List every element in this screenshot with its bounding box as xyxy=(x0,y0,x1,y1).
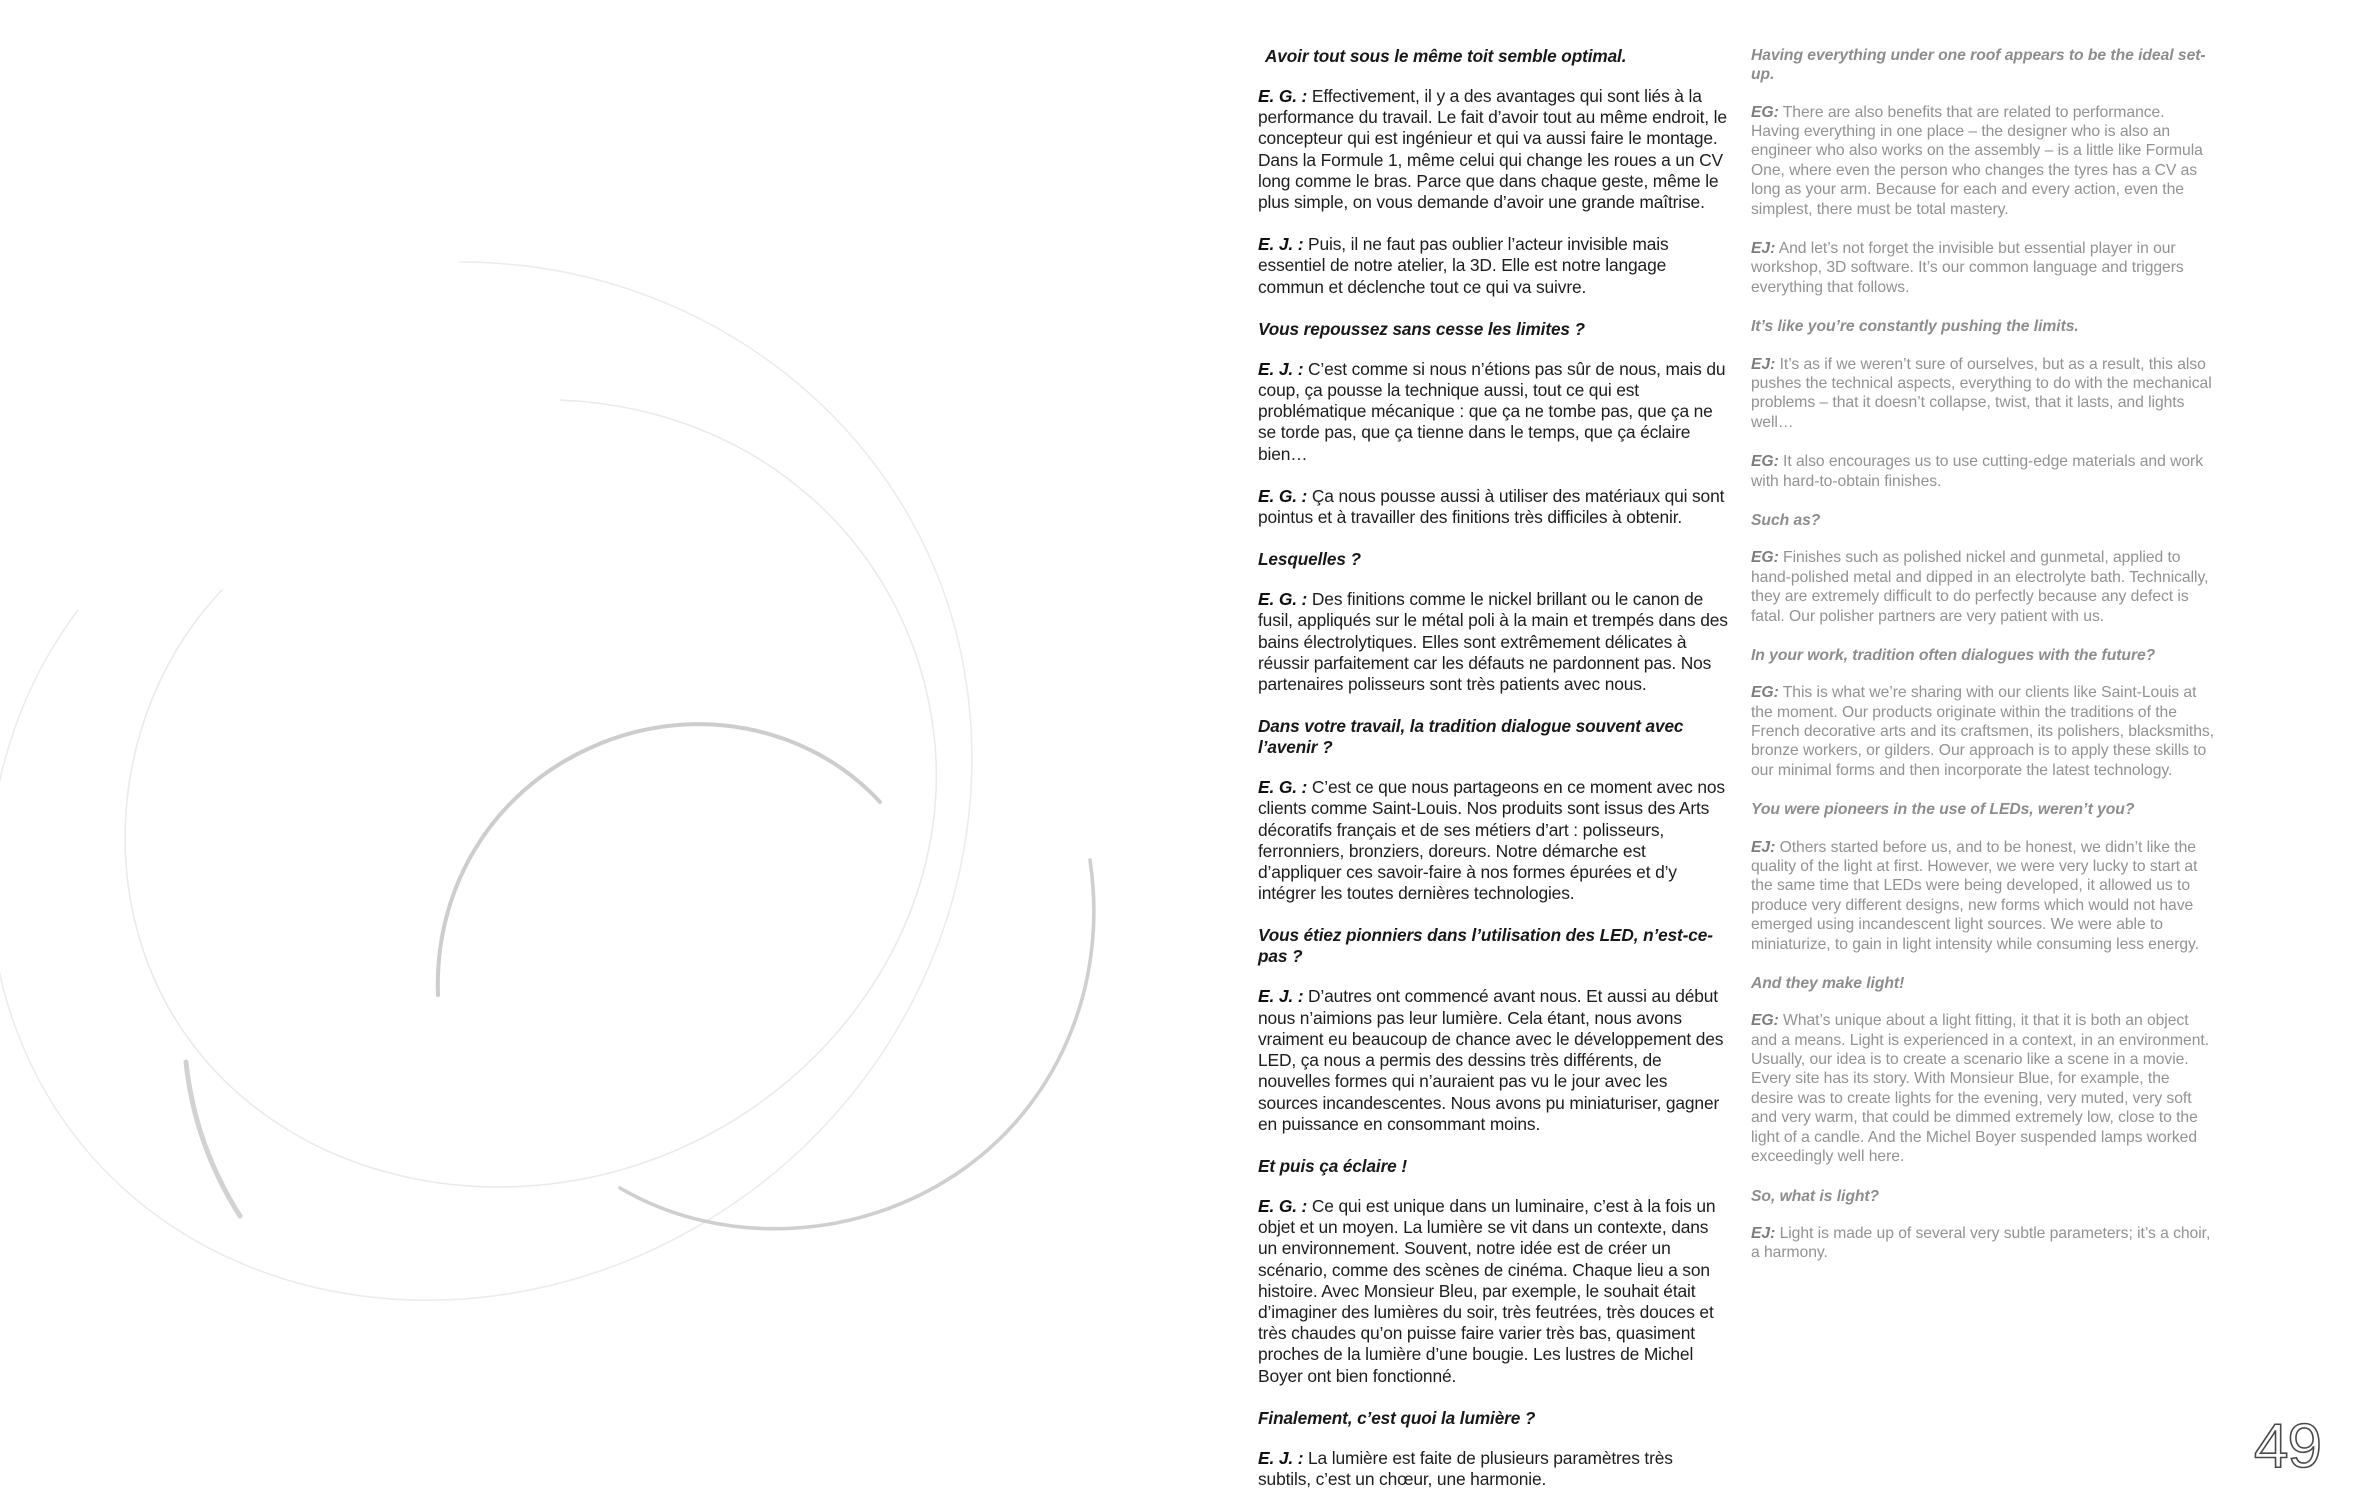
interview-answer xyxy=(1751,548,2216,626)
speaker-tag: E. J. : xyxy=(1258,986,1304,1007)
answer-text: Effectivement, il y a des avantages qui sont liés à la performance du travail. Le fait d’avoir tout au même endroit, le concepteur qui est ingénieur et qui va aussi faire le montage. Dans la Formule 1, même celui qui change les roues a un CV long comme le bras. Parce que dans chaque geste, même le plus simple, on vous demande d’avoir une grande maîtrise. xyxy=(1258,86,1727,213)
interview-answer xyxy=(1258,86,1728,213)
interview-question: It’s like you’re constantly pushing the limits. xyxy=(1751,318,2079,336)
answer-text: Finishes such as polished nickel and gunmetal, applied to hand-polished metal and dipped in an electrolyte bath. Technically, they are extremely difficult to do perfectly because any defect is fatal. Our polisher partners are very patient with us. xyxy=(1751,549,2209,625)
interview-question: Dans votre travail, la tradition dialogue souvent avec l’avenir ? xyxy=(1258,716,1684,758)
answer-text: What’s unique about a light fitting, it that it is both an object and a means. Light is experienced in a context, in an environment. Usually, our idea is to create a scenario like a scene in a movie. Every site has its story. With Monsieur Blue, for example, the desire was to create lights for the evening, very muted, very soft and very warm, that could be dimmed extremely low, close to the light of a candle. And the Michel Boyer suspended lamps worked exceedingly well here. xyxy=(1751,1012,2210,1166)
interview-answer xyxy=(1751,1011,2216,1166)
answer-text: Ça nous pousse aussi à utiliser des matériaux qui sont pointus et à travailler des finitions très difficiles à obtenir. xyxy=(1258,485,1725,528)
answer-text: Ce qui est unique dans un luminaire, c’est à la fois un objet et un moyen. La lumière se vit dans un contexte, dans un environnement. Souvent, notre idée est de créer un scénario, comme des scènes de cinéma. Chaque lieu a son histoire. Avec Monsieur Bleu, par exemple, le souhait était d’imaginer des lumières du soir, très feutrées, très douces et très chaudes qu’on puisse faire varier très bas, quasiment proches de la lumière d’une bougie. Les lustres de Michel Boyer ont bien fonctionné. xyxy=(1258,1195,1716,1386)
interview-answer xyxy=(1751,452,2216,491)
interview-answer xyxy=(1751,838,2216,954)
answer-text: Others started before us, and to be honest, we didn’t like the quality of the light at first. However, we were very lucky to start at the same time that LEDs were being developed, it allowed us to produce very different designs, new forms which would not have emerged using incandescent light sources. We were able to miniaturize, to gain in light intensity while consuming less energy. xyxy=(1751,838,2199,953)
spiral-arc-segment xyxy=(186,1062,240,1216)
interview-answer xyxy=(1751,103,2216,219)
interview-question: Avoir tout sous le même toit semble optimal. xyxy=(1265,46,1627,66)
answer-text: Puis, il ne faut pas oublier l’acteur invisible mais essentiel de notre atelier, la 3D. Elle est notre langage commun et déclenche tout ce qui va suivre. xyxy=(1258,234,1669,297)
speaker-tag: EJ: xyxy=(1751,838,1776,856)
interview-question: And they make light! xyxy=(1751,974,1905,992)
speaker-tag: E. G. : xyxy=(1258,1195,1308,1216)
answer-text: Des finitions comme le nickel brillant ou le canon de fusil, appliqués sur le métal poli à la main et trempés dans des bains électrolytiques. Elles sont extrêmement délicates à réussir parfaitement car les défauts ne pardonnent pas. Nos partenaires polisseurs sont très patients avec nous. xyxy=(1258,589,1728,695)
spiral-arc-inner xyxy=(438,724,880,995)
answer-text: It also encourages us to use cutting-edge materials and work with hard-to-obtain finishes. xyxy=(1751,453,2203,490)
page-number: 49 xyxy=(2254,1412,2321,1481)
interview-question: Vous étiez pionniers dans l’utilisation des LED, n’est-ce-pas ? xyxy=(1258,925,1713,967)
interview-question: Finalement, c’est quoi la lumière ? xyxy=(1258,1407,1536,1428)
interview-answer xyxy=(1751,1224,2216,1263)
answer-text: There are also benefits that are related to performance. Having everything in one place – the designer who is also an engineer who also works on the assembly – is a little like Formula One, where even the person who changes the tyres has a CV as long as your arm. Because for each and every action, even the simplest, there must be total mastery. xyxy=(1751,103,2203,218)
speaker-tag: E. J. : xyxy=(1258,358,1304,379)
interview-question: Vous repoussez sans cesse les limites ? xyxy=(1258,318,1585,339)
interview-question: Having everything under one roof appears to be the ideal set-up. xyxy=(1751,47,2206,84)
speaker-tag: EJ: xyxy=(1751,1224,1776,1242)
interview-question: In your work, tradition often dialogues with the future? xyxy=(1751,646,2156,664)
french-interview-column xyxy=(1258,46,1728,1511)
answer-text: This is what we’re sharing with our clients like Saint-Louis at the moment. Our products originate within the traditions of the French decorative arts and its craftsmen, its polishers, blacksmiths, bronze workers, or gilders. Our approach is to apply these skills to our minimal forms and then incorporate the latest technology. xyxy=(1751,684,2214,779)
interview-question: So, what is light? xyxy=(1751,1187,1880,1205)
speaker-tag: EG: xyxy=(1751,103,1779,121)
interview-answer xyxy=(1258,986,1728,1134)
speaker-tag: E. J. : xyxy=(1258,234,1304,255)
interview-answer xyxy=(1258,234,1728,298)
interview-question: Et puis ça éclaire ! xyxy=(1258,1155,1407,1176)
interview-answer xyxy=(1751,239,2216,297)
speaker-tag: E. G. : xyxy=(1258,777,1308,798)
speaker-tag: EJ: xyxy=(1751,355,1776,373)
spiral-arc-outer-2 xyxy=(125,400,936,1187)
interview-answer xyxy=(1258,777,1728,904)
interview-answer xyxy=(1258,486,1728,528)
speaker-tag: EG: xyxy=(1751,453,1779,471)
spiral-arc-outer-1 xyxy=(0,262,972,1300)
answer-text: Light is made up of several very subtle parameters; it’s a choir, a harmony. xyxy=(1751,1224,2211,1262)
answer-text: It’s as if we weren’t sure of ourselves, but as a result, this also pushes the technical aspects, everything to do with the mechanical problems – that it doesn’t collapse, twist, that it lasts, and lights well… xyxy=(1751,355,2212,431)
speaker-tag: E. J. : xyxy=(1258,1447,1304,1468)
english-interview-column xyxy=(1751,46,2216,1283)
speaker-tag: EG: xyxy=(1751,1012,1779,1030)
answer-text: D’autres ont commencé avant nous. Et aussi au début nous n’aimions pas leur lumière. Cela étant, nous avons vraiment eu beaucoup de chance avec le développement des LED, ça nous a permis des dessins très différents, de nouvelles formes qui n’auraient pas vu le jour avec les sources incandescentes. Nous avons pu miniaturiser, gagner en puissance en consommant moins. xyxy=(1258,986,1724,1134)
interview-question: You were pioneers in the use of LEDs, weren’t you? xyxy=(1751,801,2135,819)
interview-answer xyxy=(1258,589,1728,695)
speaker-tag: EJ: xyxy=(1751,240,1776,258)
interview-question: Lesquelles ? xyxy=(1258,549,1361,570)
answer-text: C’est comme si nous n’étions pas sûr de nous, mais du coup, ça pousse la technique aussi, tout ce qui est problématique mécanique : que ça ne tombe pas, que ça ne se torde pas, que ça tienne dans le temps, que ça éclaire bien… xyxy=(1258,358,1726,464)
interview-answer xyxy=(1258,359,1728,465)
spiral-arc-mid xyxy=(620,860,1094,1229)
interview-answer xyxy=(1751,683,2216,780)
answer-text: And let’s not forget the invisible but essential player in our workshop, 3D software. It’s our common language and triggers everything that follows. xyxy=(1751,240,2184,296)
interview-question: Such as? xyxy=(1751,511,1821,529)
interview-answer xyxy=(1258,1196,1728,1387)
speaker-tag: E. G. : xyxy=(1258,485,1308,506)
interview-answer xyxy=(1751,355,2216,433)
speaker-tag: EG: xyxy=(1751,684,1779,702)
speaker-tag: E. G. : xyxy=(1258,86,1308,106)
answer-text: La lumière est faite de plusieurs paramètres très subtils, c’est un chœur, une harmonie. xyxy=(1258,1447,1673,1489)
speaker-tag: E. G. : xyxy=(1258,589,1308,610)
answer-text: C’est ce que nous partageons en ce moment avec nos clients comme Saint-Louis. Nos produits sont issus des Arts décoratifs français et de ses métiers d’art : polisseurs, ferronniers, bronziers, doreurs. Notre démarche est d’appliquer ces savoir-faire à nos formes épurées et d’y intégrer les toutes dernières technologies. xyxy=(1258,777,1725,904)
interview-answer xyxy=(1258,1448,1728,1490)
speaker-tag: EG: xyxy=(1751,549,1779,567)
